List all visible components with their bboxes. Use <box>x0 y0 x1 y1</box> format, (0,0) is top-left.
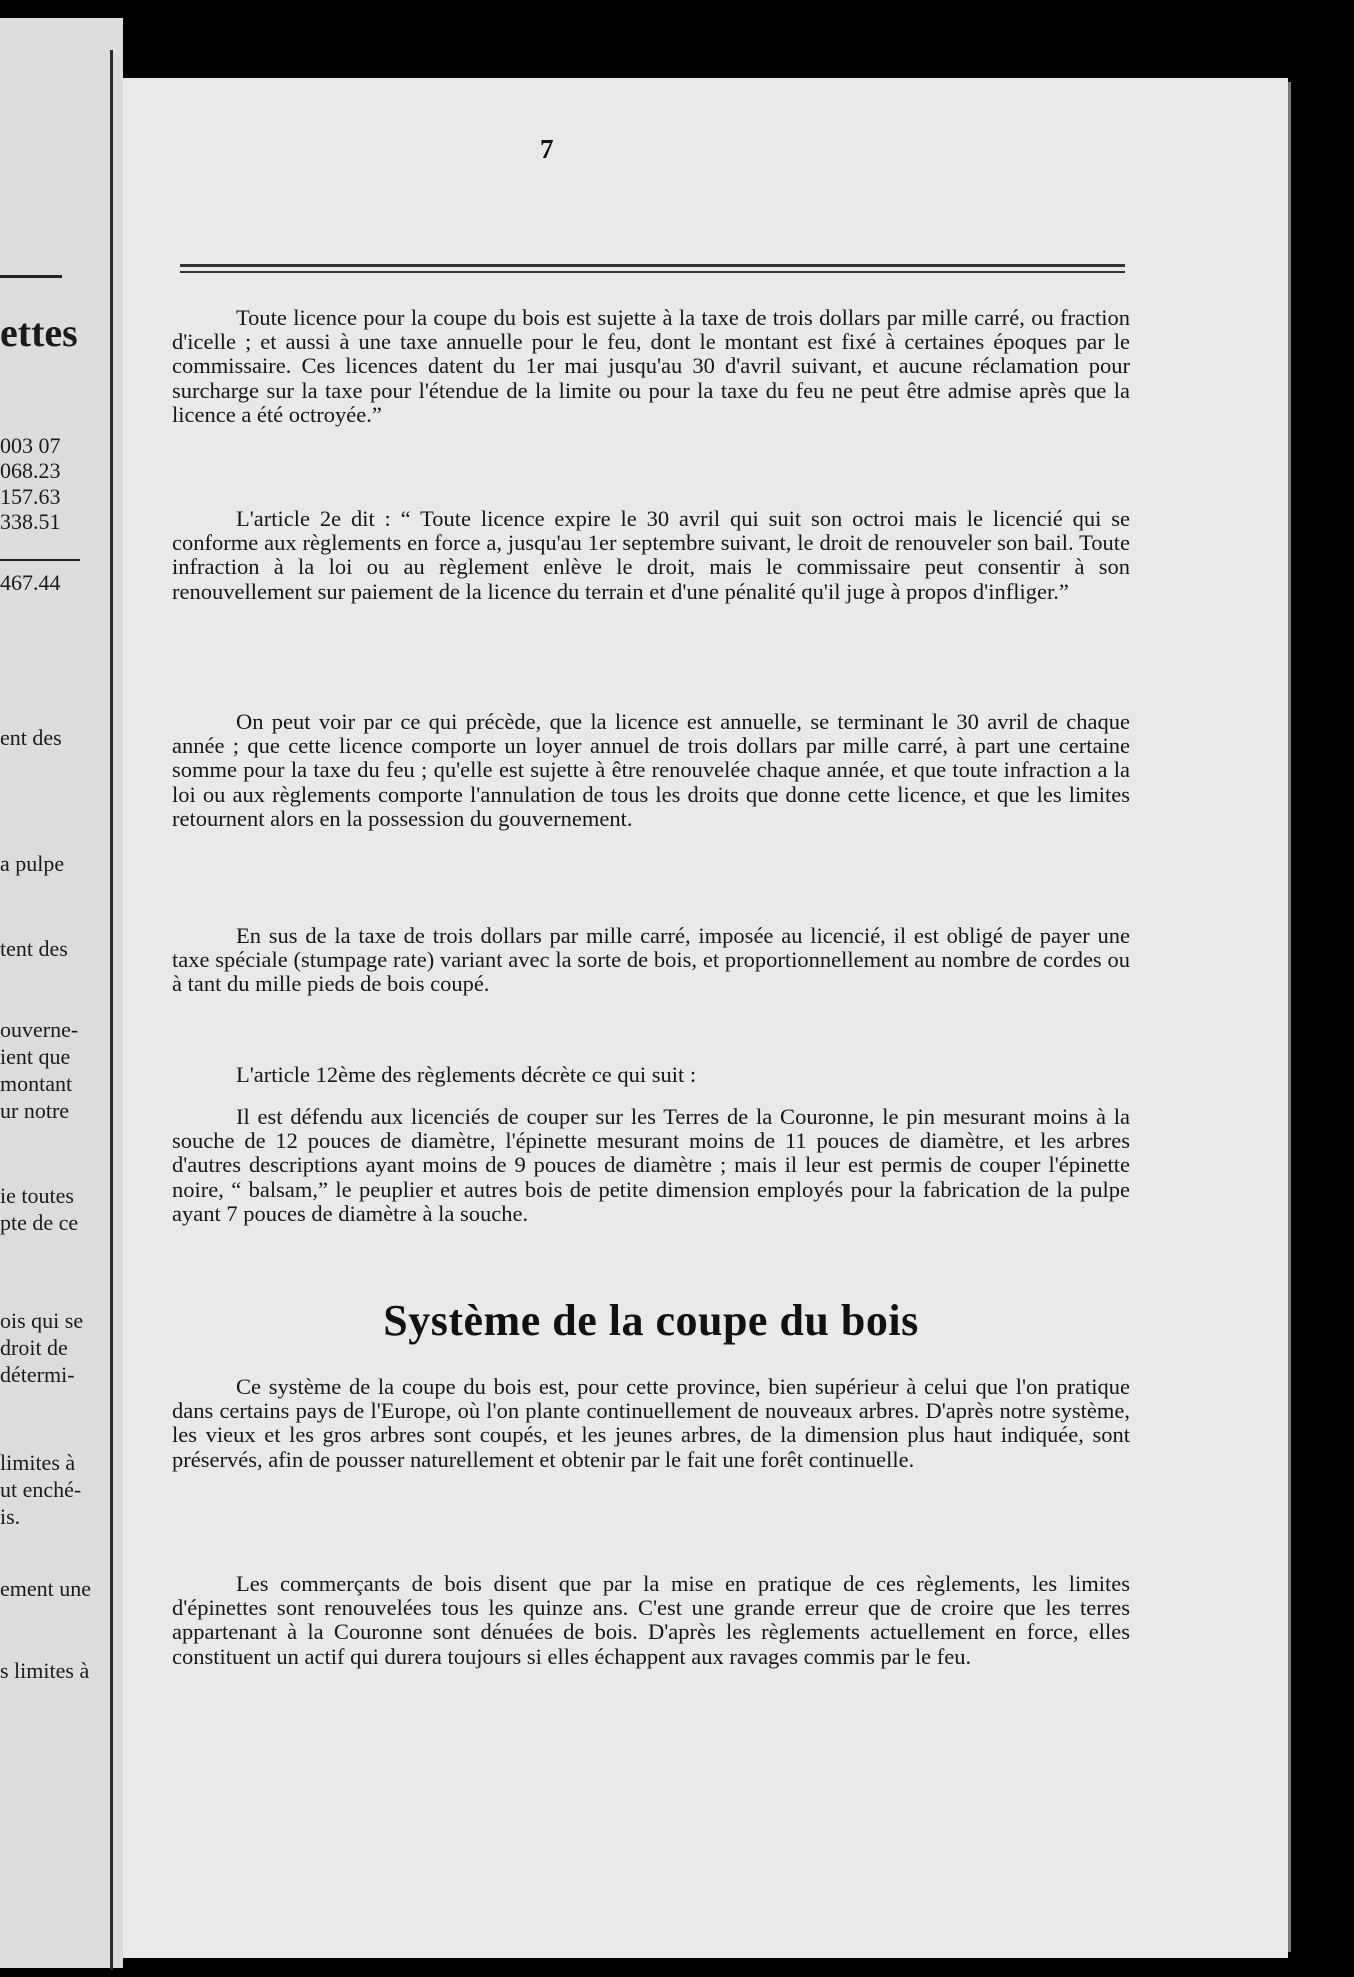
paragraph-article-12-intro: L'article 12ème des règlements décrète ce qui suit : <box>236 1062 697 1087</box>
header-rule-thick <box>180 264 1125 267</box>
left-number: 003 07 <box>0 433 61 458</box>
left-fragment: ois qui se <box>0 1308 84 1333</box>
paragraph-stumpage: En sus de la taxe de trois dollars par mille carré, imposée au licencié, il est obligé de payer une taxe spéciale (stumpage rate) variant avec la sorte de bois, et proportionnellement au nombre de cordes ou à tant du mille pieds de bois coupé. <box>172 923 1130 997</box>
left-fragment: tent des <box>0 936 68 961</box>
left-fragment: ement une <box>0 1576 92 1601</box>
left-number: 068.23 <box>0 458 61 483</box>
paragraph-cutting-system: Ce système de la coupe du bois est, pour cette province, bien supérieur à celui que l'on pratique dans certains pays de l'Europe, où l'on plante continuellement de nouveaux arbres. D'après notre système, les vieux et les gros arbres sont coupés, et les jeunes arbres, de la dimension plus haut indiquée, sont préservés, afin de pousser naturellement et obtenir par le fait une forêt continuelle. <box>172 1374 1130 1472</box>
left-sum-rule <box>0 559 80 561</box>
paragraph-licence-summary: On peut voir par ce qui précède, que la licence est annuelle, se terminant le 30 avril de chaque année ; que cette licence comporte un loyer annuel de trois dollars par mille carré, à part une certaine somme pour la taxe du feu ; qu'elle est sujette à être renouvelée chaque année, et que toute infraction a la loi ou aux règlements comporte l'annulation de tous les droits que donne cette licence, et que les limites retournent alors en la possession du gouvernement. <box>172 709 1130 831</box>
section-heading: Système de la coupe du bois <box>383 1296 919 1345</box>
left-fragment: ouverne- <box>0 1017 79 1042</box>
left-fragment: limites à <box>0 1450 76 1475</box>
paragraph-merchants: Les commerçants de bois disent que par la mise en pratique de ces règlements, les limites d'épinettes sont renouvelées tous les quinze ans. C'est une grande erreur que de croire que les terres appartenant à la Couronne sont dénuées de bois. D'après les règlements actuellement en force, elles constituent un actif qui durera toujours si elles échappent aux ravages commis par le feu. <box>172 1571 1130 1669</box>
header-rule-thin <box>180 271 1125 273</box>
left-fragment: ie toutes <box>0 1183 74 1208</box>
left-fragment: ient que <box>0 1044 71 1069</box>
paragraph-licence-tax: Toute licence pour la coupe du bois est sujette à la taxe de trois dollars par mille carré, ou fraction d'icelle ; et aussi à une taxe annuelle pour le feu, dont le montant est fixé à certaines époques par le commissaire. Ces licences datent du 1er mai jusqu'au 30 d'avril suivant, et aucune réclamation pour surcharge sur la taxe pour l'étendue de la limite ou pour la taxe du feu ne peut être admise après que la licence a été octroyée.” <box>172 305 1130 427</box>
paragraph-article-2: L'article 2e dit : “ Toute licence expire le 30 avril qui suit son octroi mais le licencié qui se conforme aux règlements en force a, jusqu'au 1er septembre suivant, le droit de renouveler son bail. Toute infraction à la loi ou au règlement enlève le droit, mais le commissaire peut consentir à son renouvellement sur paiement de la licence du terrain et d'une pénalité qu'il juge à propos d'infliger.” <box>172 506 1130 604</box>
left-fragment: ur notre <box>0 1098 70 1123</box>
left-number: 157.63 <box>0 484 61 509</box>
left-fragment: is. <box>0 1504 21 1529</box>
left-fragment: ut enché- <box>0 1477 82 1502</box>
paragraph-article-12: Il est défendu aux licenciés de couper sur les Terres de la Couronne, le pin mesurant moins à la souche de 12 pouces de diamètre, l'épinette mesurant moins de 11 pouces de diamètre, et les arbres d'autres descriptions ayant moins de 9 pouces de diamètre ; mais il leur est permis de couper l'épinette noire, “ balsam,” le peuplier et autres bois de petite dimension employés pour la fabrication de la pulpe ayant 7 pouces de diamètre à la souche. <box>172 1104 1130 1226</box>
page-number: 7 <box>540 134 554 164</box>
page-edge-shadow <box>1288 82 1291 1952</box>
page-gutter-line <box>110 50 113 1970</box>
left-fragment: détermi- <box>0 1362 75 1387</box>
left-total: 467.44 <box>0 570 61 595</box>
left-fragment: montant <box>0 1071 73 1096</box>
previous-page-fragment <box>0 18 123 1968</box>
left-rule-top <box>0 275 62 278</box>
left-number: 338.51 <box>0 509 61 534</box>
left-fragment: ent des <box>0 725 62 750</box>
left-title: ettes <box>0 310 78 355</box>
left-fragment: s limites à <box>0 1658 90 1683</box>
left-fragment: pte de ce <box>0 1210 79 1235</box>
left-fragment: droit de <box>0 1335 68 1360</box>
left-fragment: a pulpe <box>0 851 65 876</box>
